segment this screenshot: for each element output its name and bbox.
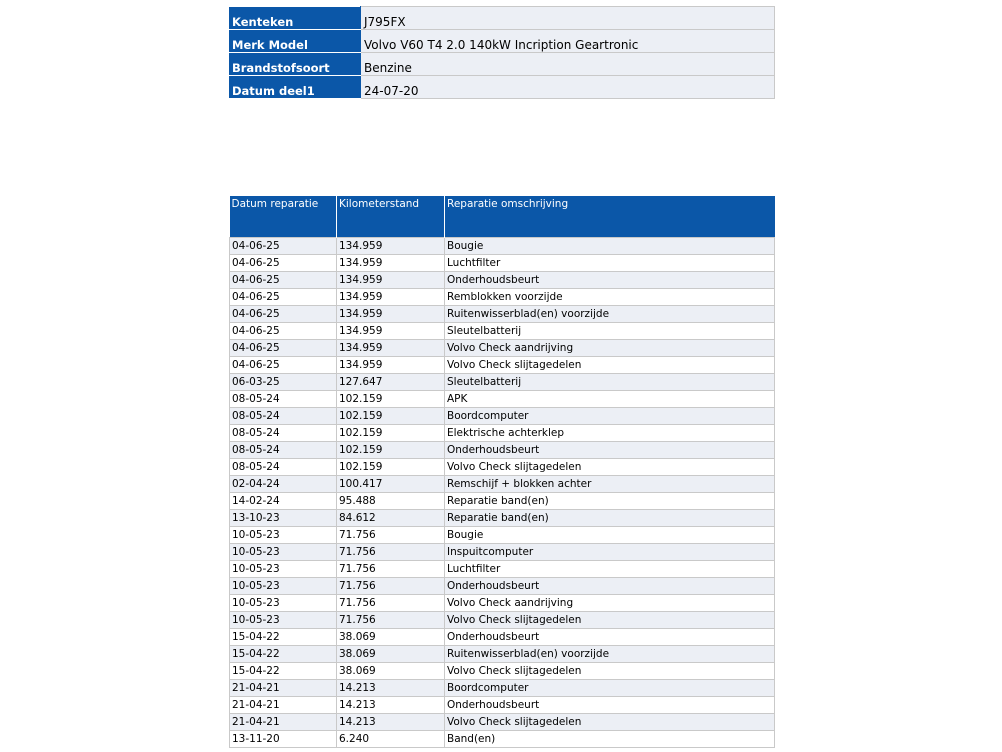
cell-kilometerstand: 102.159 [337, 425, 445, 442]
cell-kilometerstand: 38.069 [337, 663, 445, 680]
cell-kilometerstand: 100.417 [337, 476, 445, 493]
table-row [230, 646, 775, 663]
cell-kilometerstand: 102.159 [337, 459, 445, 476]
cell-kilometerstand: 102.159 [337, 442, 445, 459]
cell-datum: 14-02-24 [230, 493, 337, 510]
table-row [230, 578, 775, 595]
cell-datum: 13-11-20 [230, 731, 337, 748]
table-row [230, 493, 775, 510]
cell-datum: 10-05-23 [230, 527, 337, 544]
table-row [230, 323, 775, 340]
table-row [230, 561, 775, 578]
cell-omschrijving: Ruitenwisserblad(en) voorzijde [445, 646, 775, 663]
table-row [230, 612, 775, 629]
cell-omschrijving: Remschijf + blokken achter [445, 476, 775, 493]
kenteken-label: Kenteken [230, 7, 361, 30]
table-row [230, 714, 775, 731]
cell-omschrijving: Luchtfilter [445, 561, 775, 578]
cell-kilometerstand: 14.213 [337, 680, 445, 697]
cell-omschrijving: Onderhoudsbeurt [445, 697, 775, 714]
cell-datum: 06-03-25 [230, 374, 337, 391]
cell-datum: 04-06-25 [230, 289, 337, 306]
cell-datum: 08-05-24 [230, 459, 337, 476]
vehicle-info-row [230, 76, 775, 99]
table-row [230, 544, 775, 561]
cell-omschrijving: Reparatie band(en) [445, 510, 775, 527]
cell-kilometerstand: 71.756 [337, 527, 445, 544]
cell-datum: 04-06-25 [230, 323, 337, 340]
table-row [230, 510, 775, 527]
vehicle-info-row [230, 7, 775, 30]
table-row [230, 340, 775, 357]
table-row [230, 629, 775, 646]
merk-model-value: Volvo V60 T4 2.0 140kW Incription Geartronic [361, 30, 775, 53]
cell-kilometerstand: 71.756 [337, 612, 445, 629]
table-row [230, 663, 775, 680]
cell-omschrijving: Onderhoudsbeurt [445, 578, 775, 595]
cell-kilometerstand: 71.756 [337, 578, 445, 595]
table-row [230, 680, 775, 697]
header-kilometerstand: Kilometerstand [337, 196, 445, 238]
cell-datum: 04-06-25 [230, 306, 337, 323]
table-row [230, 255, 775, 272]
cell-omschrijving: Volvo Check aandrijving [445, 340, 775, 357]
table-row [230, 459, 775, 476]
cell-datum: 04-06-25 [230, 238, 337, 255]
cell-kilometerstand: 14.213 [337, 714, 445, 731]
cell-datum: 15-04-22 [230, 629, 337, 646]
cell-omschrijving: Volvo Check aandrijving [445, 595, 775, 612]
table-row [230, 697, 775, 714]
datum-deel1-label: Datum deel1 [230, 76, 361, 99]
cell-omschrijving: Elektrische achterklep [445, 425, 775, 442]
cell-datum: 21-04-21 [230, 680, 337, 697]
cell-omschrijving: Bougie [445, 238, 775, 255]
cell-datum: 08-05-24 [230, 442, 337, 459]
cell-omschrijving: Volvo Check slijtagedelen [445, 663, 775, 680]
brandstof-value: Benzine [361, 53, 775, 76]
cell-kilometerstand: 95.488 [337, 493, 445, 510]
kenteken-value: J795FX [361, 7, 775, 30]
cell-datum: 15-04-22 [230, 646, 337, 663]
table-row [230, 357, 775, 374]
table-row [230, 442, 775, 459]
cell-kilometerstand: 38.069 [337, 629, 445, 646]
cell-kilometerstand: 71.756 [337, 544, 445, 561]
cell-omschrijving: Ruitenwisserblad(en) voorzijde [445, 306, 775, 323]
cell-datum: 04-06-25 [230, 255, 337, 272]
cell-kilometerstand: 134.959 [337, 238, 445, 255]
cell-kilometerstand: 71.756 [337, 561, 445, 578]
cell-datum: 08-05-24 [230, 408, 337, 425]
table-row [230, 595, 775, 612]
cell-kilometerstand: 6.240 [337, 731, 445, 748]
cell-omschrijving: Reparatie band(en) [445, 493, 775, 510]
datum-deel1-value: 24-07-20 [361, 76, 775, 99]
vehicle-info-row [230, 53, 775, 76]
cell-kilometerstand: 134.959 [337, 255, 445, 272]
table-row [230, 306, 775, 323]
header-reparatie-omschrijving: Reparatie omschrijving [445, 196, 775, 238]
cell-omschrijving: APK [445, 391, 775, 408]
vehicle-info-row [230, 30, 775, 53]
cell-omschrijving: Boordcomputer [445, 408, 775, 425]
cell-kilometerstand: 134.959 [337, 340, 445, 357]
cell-datum: 10-05-23 [230, 612, 337, 629]
cell-omschrijving: Boordcomputer [445, 680, 775, 697]
cell-kilometerstand: 134.959 [337, 323, 445, 340]
header-datum-reparatie: Datum reparatie [230, 196, 337, 238]
cell-datum: 04-06-25 [230, 340, 337, 357]
cell-datum: 15-04-22 [230, 663, 337, 680]
cell-kilometerstand: 134.959 [337, 357, 445, 374]
cell-omschrijving: Sleutelbatterij [445, 374, 775, 391]
cell-kilometerstand: 84.612 [337, 510, 445, 527]
table-row [230, 272, 775, 289]
cell-omschrijving: Bougie [445, 527, 775, 544]
cell-datum: 13-10-23 [230, 510, 337, 527]
cell-kilometerstand: 134.959 [337, 289, 445, 306]
cell-kilometerstand: 102.159 [337, 391, 445, 408]
cell-omschrijving: Sleutelbatterij [445, 323, 775, 340]
table-row [230, 374, 775, 391]
cell-omschrijving: Band(en) [445, 731, 775, 748]
repairs-header-row [230, 196, 775, 238]
cell-kilometerstand: 71.756 [337, 595, 445, 612]
cell-omschrijving: Volvo Check slijtagedelen [445, 459, 775, 476]
table-row [230, 391, 775, 408]
cell-datum: 10-05-23 [230, 544, 337, 561]
cell-datum: 04-06-25 [230, 357, 337, 374]
repairs-table [229, 196, 775, 748]
table-row [230, 408, 775, 425]
cell-datum: 21-04-21 [230, 697, 337, 714]
vehicle-info-table [229, 6, 775, 99]
cell-omschrijving: Volvo Check slijtagedelen [445, 357, 775, 374]
cell-datum: 02-04-24 [230, 476, 337, 493]
cell-kilometerstand: 14.213 [337, 697, 445, 714]
cell-omschrijving: Onderhoudsbeurt [445, 442, 775, 459]
cell-kilometerstand: 102.159 [337, 408, 445, 425]
cell-datum: 10-05-23 [230, 561, 337, 578]
cell-datum: 10-05-23 [230, 578, 337, 595]
table-row [230, 476, 775, 493]
brandstof-label: Brandstofsoort [230, 53, 361, 76]
cell-omschrijving: Luchtfilter [445, 255, 775, 272]
table-row [230, 731, 775, 748]
cell-datum: 21-04-21 [230, 714, 337, 731]
table-row [230, 425, 775, 442]
table-row [230, 527, 775, 544]
cell-omschrijving: Inspuitcomputer [445, 544, 775, 561]
cell-kilometerstand: 38.069 [337, 646, 445, 663]
cell-kilometerstand: 134.959 [337, 306, 445, 323]
cell-datum: 10-05-23 [230, 595, 337, 612]
table-row [230, 289, 775, 306]
merk-model-label: Merk Model [230, 30, 361, 53]
cell-datum: 04-06-25 [230, 272, 337, 289]
cell-datum: 08-05-24 [230, 391, 337, 408]
cell-kilometerstand: 127.647 [337, 374, 445, 391]
repairs-body [230, 238, 775, 748]
cell-omschrijving: Onderhoudsbeurt [445, 272, 775, 289]
cell-omschrijving: Remblokken voorzijde [445, 289, 775, 306]
cell-datum: 08-05-24 [230, 425, 337, 442]
table-row [230, 238, 775, 255]
cell-omschrijving: Volvo Check slijtagedelen [445, 612, 775, 629]
cell-omschrijving: Onderhoudsbeurt [445, 629, 775, 646]
cell-omschrijving: Volvo Check slijtagedelen [445, 714, 775, 731]
cell-kilometerstand: 134.959 [337, 272, 445, 289]
